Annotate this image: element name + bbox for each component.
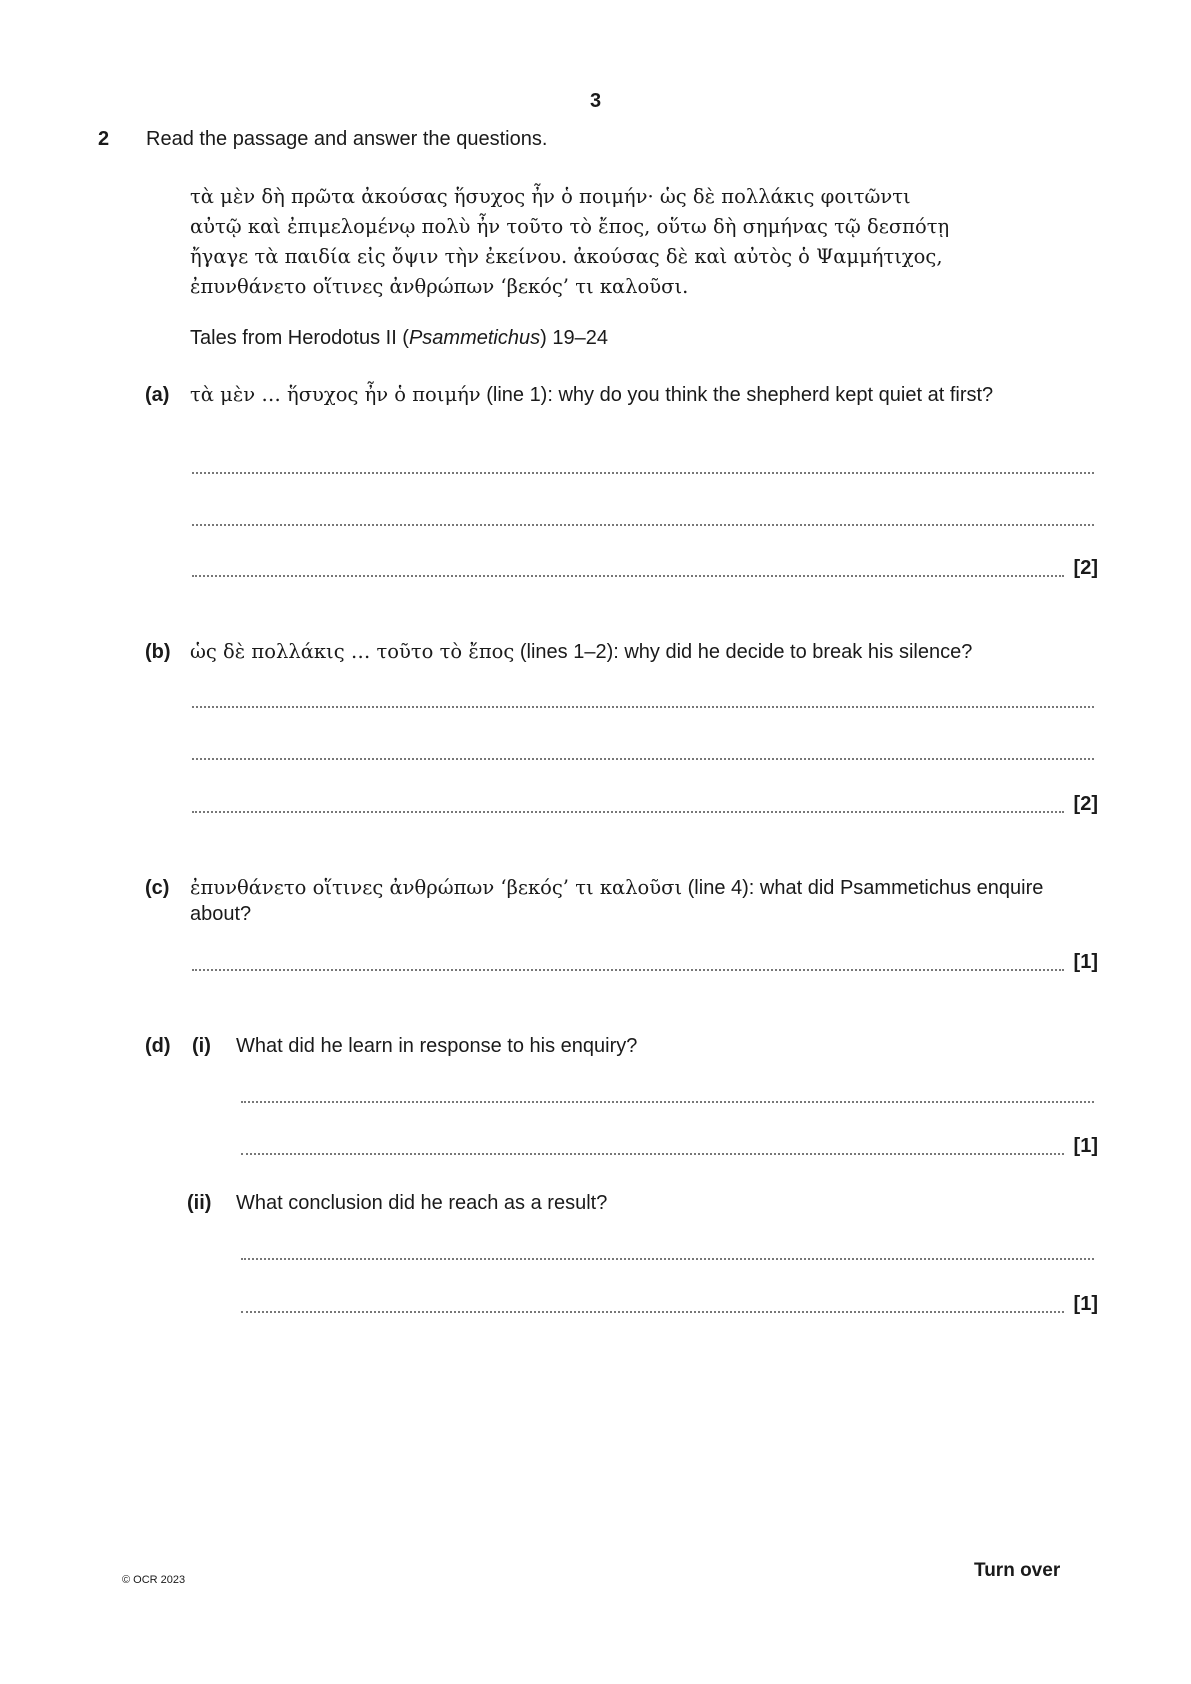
passage-line-3: ἤγαγε τὰ παιδία εἰς ὄψιν τὴν ἐκείνου. ἀκούσας δὲ καὶ αὐτὸς ὁ Ψαμμήτιχος, bbox=[190, 245, 943, 268]
part-d-i-label: (i) bbox=[192, 1035, 211, 1057]
answer-line-d-ii-2[interactable] bbox=[241, 1309, 1064, 1313]
answer-line-d-i-2[interactable] bbox=[241, 1151, 1064, 1155]
answer-line-b3[interactable] bbox=[192, 809, 1064, 813]
part-c-label: (c) bbox=[145, 877, 170, 899]
copyright-notice: © OCR 2023 bbox=[122, 1574, 186, 1586]
part-c-greek: ἐπυνθάνετο οἵτινες ἀνθρώπων ‘βεκός’ τι καλοῦσι bbox=[190, 876, 683, 899]
greek-passage bbox=[190, 182, 1090, 302]
part-a-label: (a) bbox=[145, 384, 170, 406]
page-number: 3 bbox=[589, 90, 602, 112]
part-b-text: (lines 1–2): why did he decide to break his silence? bbox=[514, 641, 973, 663]
answer-line-c1[interactable] bbox=[192, 967, 1064, 971]
turn-over-label: Turn over bbox=[974, 1560, 1061, 1581]
part-d-i-question: What did he learn in response to his enquiry? bbox=[236, 1035, 638, 1057]
source-text-after: ) 19–24 bbox=[540, 327, 608, 349]
answer-line-b2[interactable] bbox=[192, 756, 1094, 760]
answer-line-a1[interactable] bbox=[192, 470, 1094, 474]
part-d-i-marks: [1] bbox=[1073, 1135, 1098, 1157]
passage-line-1: τὰ μὲν δὴ πρῶτα ἀκούσας ἥσυχος ἦν ὁ ποιμήν· ὡς δὲ πολλάκις φοιτῶντι bbox=[190, 185, 911, 208]
part-d-ii-label: (ii) bbox=[187, 1192, 212, 1214]
part-a-greek: τὰ μὲν … ἥσυχος ἦν ὁ ποιμήν bbox=[190, 383, 481, 406]
part-c-question bbox=[190, 875, 1100, 927]
answer-line-d-ii-1[interactable] bbox=[241, 1256, 1094, 1260]
answer-line-a2[interactable] bbox=[192, 522, 1094, 526]
answer-line-b1[interactable] bbox=[192, 704, 1094, 708]
part-c-line-1 bbox=[190, 875, 1100, 901]
part-a-text: (line 1): why do you think the shepherd kept quiet at first? bbox=[480, 384, 994, 406]
passage-line-2: αὐτῷ καὶ ἐπιμελομένῳ πολὺ ἦν τοῦτο τὸ ἔπος, οὕτω δὴ σημήνας τῷ δεσπότῃ bbox=[190, 215, 950, 238]
part-c-text: (line 4): what did Psammetichus enquire bbox=[682, 877, 1044, 899]
part-d-ii-question: What conclusion did he reach as a result? bbox=[236, 1192, 608, 1214]
answer-line-d-i-1[interactable] bbox=[241, 1099, 1094, 1103]
part-d-ii-marks: [1] bbox=[1073, 1293, 1098, 1315]
part-b-marks: [2] bbox=[1073, 793, 1098, 815]
part-a-question bbox=[190, 382, 993, 408]
passage-source bbox=[190, 327, 608, 350]
part-c-line-2: about? bbox=[190, 903, 252, 925]
part-d-label: (d) bbox=[145, 1035, 171, 1057]
answer-line-a3[interactable] bbox=[192, 573, 1064, 577]
question-instruction: Read the passage and answer the questions. bbox=[146, 128, 548, 150]
passage-line-4: ἐπυνθάνετο οἵτινες ἀνθρώπων ‘βεκός’ τι καλοῦσι. bbox=[190, 275, 689, 298]
part-b-question bbox=[190, 639, 972, 665]
part-b-label: (b) bbox=[145, 641, 171, 663]
part-b-greek: ὡς δὲ πολλάκις … τοῦτο τὸ ἔπος bbox=[190, 640, 515, 663]
source-title: Psammetichus bbox=[408, 327, 541, 349]
part-a-marks: [2] bbox=[1073, 557, 1098, 579]
question-number: 2 bbox=[98, 128, 110, 150]
part-c-marks: [1] bbox=[1073, 951, 1098, 973]
source-text-before: Tales from Herodotus II ( bbox=[190, 327, 409, 349]
